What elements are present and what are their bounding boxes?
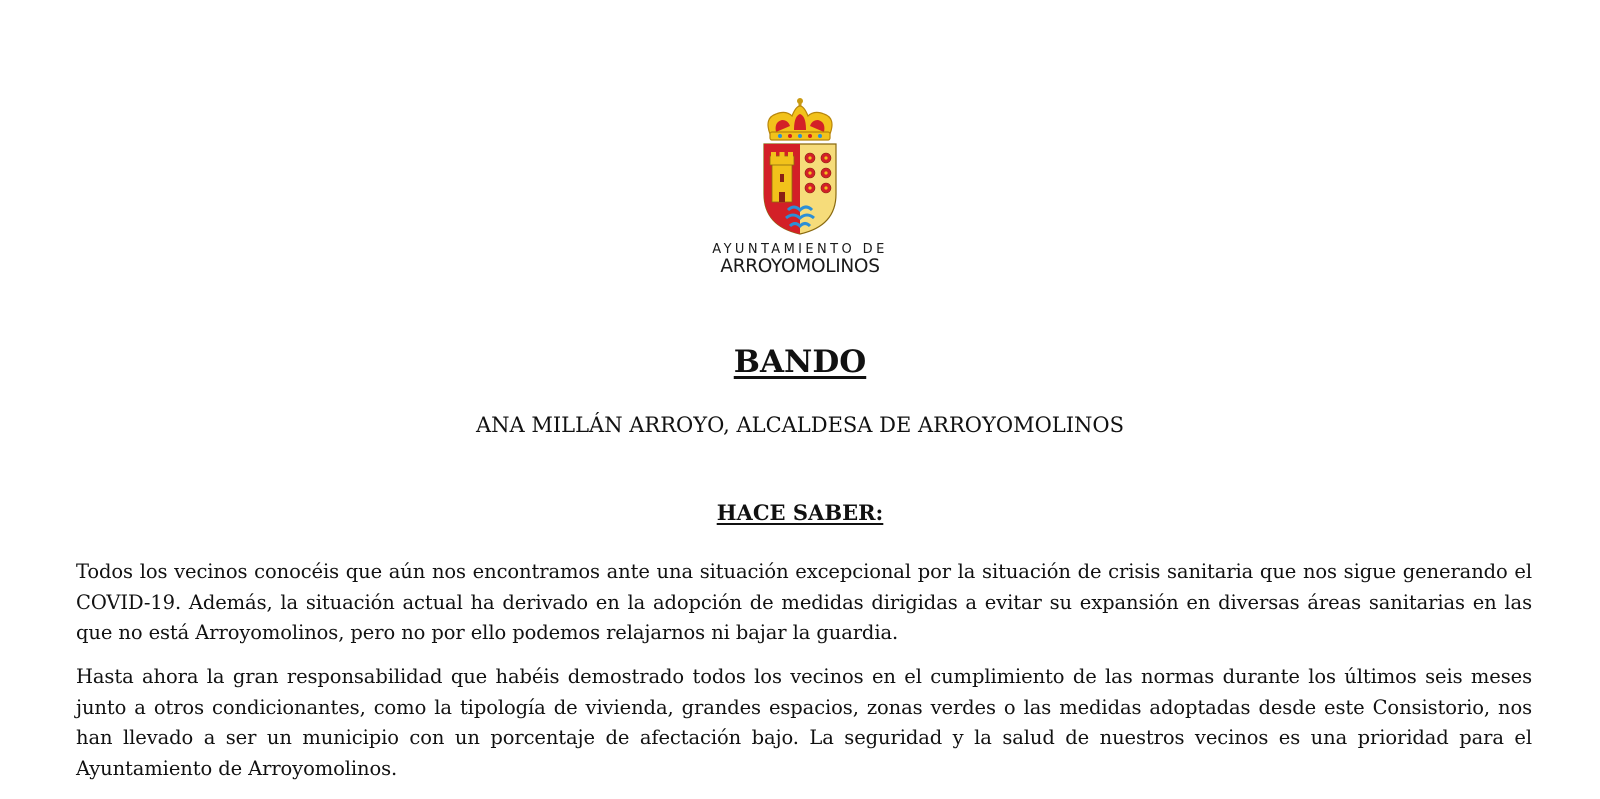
logo-text-line2: ARROYOMOLINOS <box>720 256 880 277</box>
paragraph-1: Todos los vecinos conocéis que aún nos encontramos ante una situación excepcional por la situación de crisis sanitaria que nos sigue generando el COVID-19. Además, la situación actual ha derivado en la adopción de medidas dirigidas a evitar su expansión en diversas áreas sanitarias en las que no está Arroyomolinos, pero no por ello podemos relajarnos ni bajar la guardia. <box>76 560 1532 644</box>
section-heading: HACE SABER: <box>716 500 884 525</box>
document-title: BANDO <box>733 344 867 380</box>
paragraph-2: Hasta ahora la gran responsabilidad que habéis demostrado todos los vecinos en el cumplimiento de las normas durante los últimos seis meses junto a otros condicionantes, como la tipología de vivienda, grandes espacios, zonas verdes o las medidas adoptadas desde este Consistorio, nos han llevado a ser un municipio con un porcentaje de afectación bajo. La seguridad y la salud de nuestros vecinos es una prioridad para el Ayuntamiento de Arroyomolinos. <box>76 665 1532 780</box>
coat-of-arms-icon <box>758 96 842 236</box>
document-subtitle: ANA MILLÁN ARROYO, ALCALDESA DE ARROYOMOLINOS <box>475 413 1125 437</box>
crown-icon <box>768 98 832 140</box>
shield-icon <box>764 144 836 234</box>
municipal-logo <box>700 96 900 286</box>
logo-text-line1: AYUNTAMIENTO DE <box>712 242 888 257</box>
